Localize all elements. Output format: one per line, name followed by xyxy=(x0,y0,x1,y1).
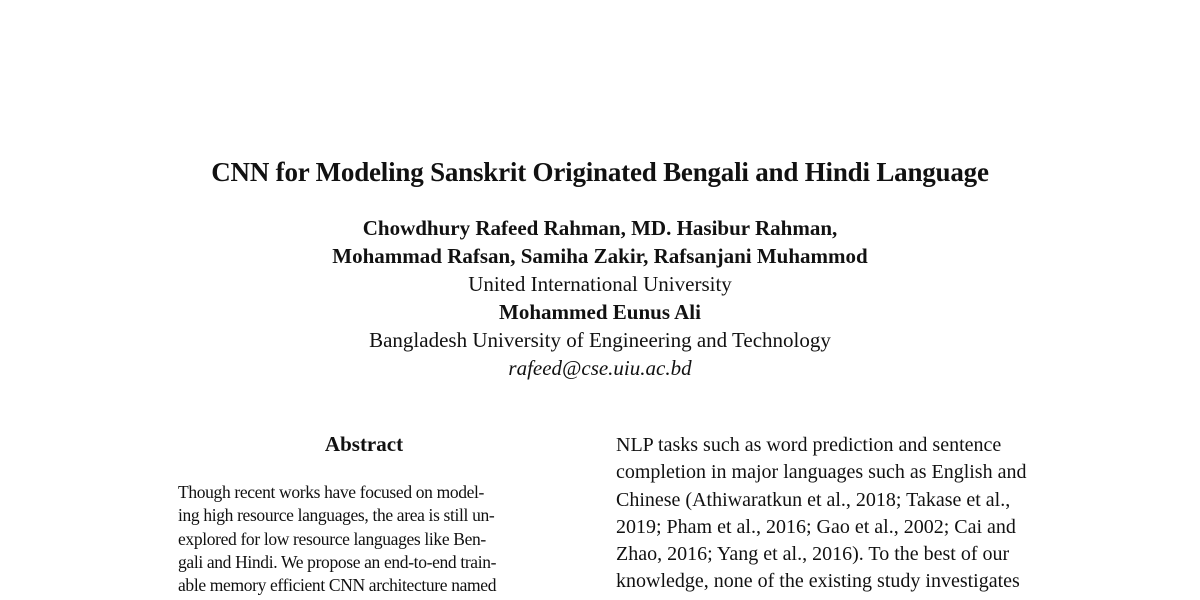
abstract-line: Though recent works have focused on model- xyxy=(178,482,485,502)
body-text-column xyxy=(616,432,1060,596)
authors-line-1: Chowdhury Rafeed Rahman, MD. Hasibur Rahman, xyxy=(362,216,838,240)
affiliation-2: Bangladesh University of Engineering and Technology xyxy=(369,328,831,352)
email: rafeed@cse.uiu.ac.bd xyxy=(508,356,692,380)
abstract-line: explored for low resource languages like Ben- xyxy=(178,528,486,549)
body-line: NLP tasks such as word prediction and sentence xyxy=(616,434,1002,456)
abstract-body xyxy=(178,481,552,597)
authors-line-2: Mohammad Rafsan, Samiha Zakir, Rafsanjani Muhammod xyxy=(332,244,868,268)
abstract-line: ing high resource languages, the area is still un- xyxy=(178,505,495,526)
body-line: knowledge, none of the existing study investigates xyxy=(616,570,1020,593)
body-line: completion in major languages such as English and xyxy=(616,461,1027,484)
affiliation-1: United International University xyxy=(468,272,732,296)
paper-title: CNN for Modeling Sanskrit Originated Bengali and Hindi Language xyxy=(211,157,989,187)
body-line: Chinese (Athiwaratkun et al., 2018; Takase et al., xyxy=(616,488,1011,511)
abstract-line: gali and Hindi. We propose an end-to-end train- xyxy=(178,551,497,572)
body-line: 2019; Pham et al., 2016; Gao et al., 2002; Cai and xyxy=(616,515,1016,538)
body-line: Zhao, 2016; Yang et al., 2016). To the best of our xyxy=(616,543,1010,566)
author-2: Mohammed Eunus Ali xyxy=(499,300,701,324)
author-block xyxy=(0,214,1200,382)
abstract-heading: Abstract xyxy=(324,432,404,456)
abstract-line: able memory efficient CNN architecture named xyxy=(178,575,497,596)
